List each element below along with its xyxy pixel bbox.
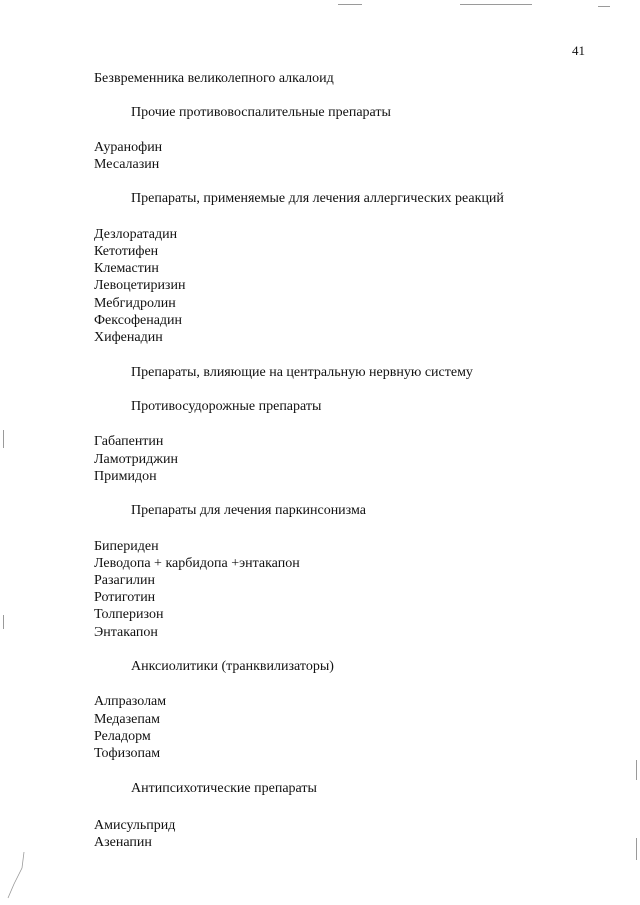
- drug-item: Габапентин: [94, 434, 164, 449]
- section-heading: Препараты для лечения паркинсонизма: [131, 503, 366, 518]
- scan-artifact: [636, 838, 637, 860]
- drug-item: Ротиготин: [94, 590, 156, 605]
- drug-item: Левоцетиризин: [94, 278, 186, 293]
- scan-artifact: [598, 6, 610, 7]
- drug-item: Разагилин: [94, 573, 155, 588]
- scan-artifact: [4, 850, 26, 900]
- section-heading: Анксиолитики (транквилизаторы): [131, 659, 334, 674]
- drug-item: Фексофенадин: [94, 313, 183, 328]
- drug-item: Тофизопам: [94, 746, 161, 761]
- drug-item: Кетотифен: [94, 244, 159, 259]
- drug-item: Леводопа + карбидопа +энтакапон: [94, 556, 300, 571]
- page-number: 41: [572, 43, 585, 58]
- scan-artifact: [3, 615, 4, 629]
- scan-artifact: [636, 760, 637, 780]
- section-heading: Препараты, влияющие на центральную нервную систему: [131, 365, 473, 380]
- drug-item: Амисульприд: [94, 818, 176, 833]
- drug-item: Азенапин: [94, 835, 152, 850]
- drug-item: Толперизон: [94, 607, 164, 622]
- drug-item: Мебгидролин: [94, 296, 176, 311]
- scan-artifact: [338, 4, 362, 5]
- drug-item: Алпразолам: [94, 694, 167, 709]
- scan-artifact: [460, 4, 532, 5]
- drug-item: Дезлоратадин: [94, 227, 178, 242]
- drug-item: Реладорм: [94, 729, 151, 744]
- drug-item: Хифенадин: [94, 330, 163, 345]
- drug-item: Медазепам: [94, 712, 160, 727]
- scan-artifact: [3, 430, 4, 448]
- drug-item: Энтакапон: [94, 625, 158, 640]
- drug-item: Безвременника великолепного алкалоид: [94, 71, 334, 86]
- drug-item: Бипериден: [94, 539, 159, 554]
- drug-item: Ламотриджин: [94, 452, 178, 467]
- section-heading: Препараты, применяемые для лечения аллергических реакций: [131, 191, 504, 206]
- drug-item: Примидон: [94, 469, 157, 484]
- section-heading: Противосудорожные препараты: [131, 399, 322, 414]
- section-heading: Прочие противовоспалительные препараты: [131, 105, 391, 120]
- drug-item: Ауранофин: [94, 140, 163, 155]
- drug-item: Месалазин: [94, 157, 160, 172]
- section-heading: Антипсихотические препараты: [131, 781, 317, 796]
- drug-item: Клемастин: [94, 261, 159, 276]
